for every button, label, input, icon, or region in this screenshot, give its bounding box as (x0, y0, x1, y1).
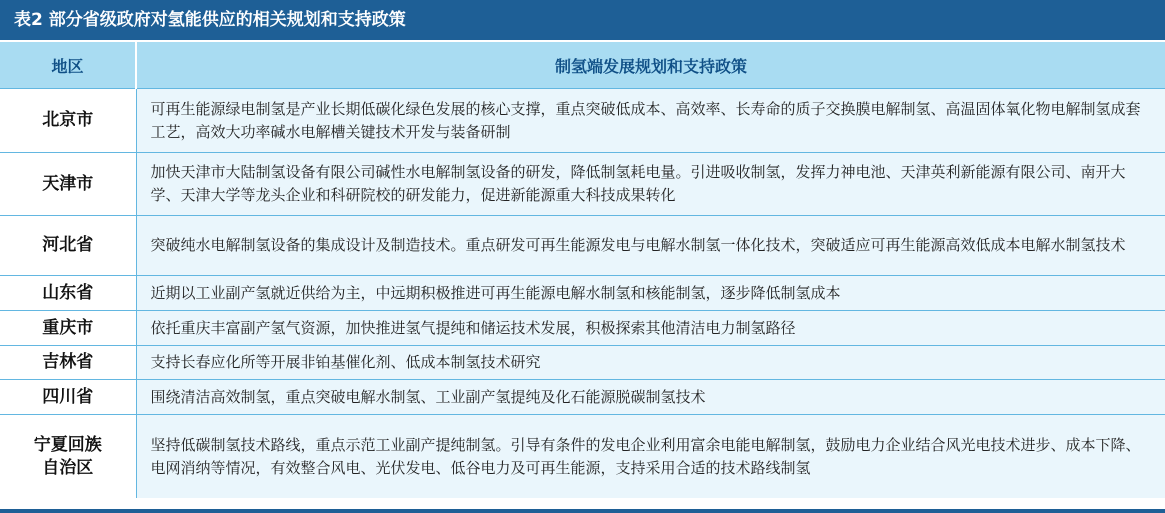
header-row (0, 41, 1165, 89)
region-cell (0, 415, 136, 499)
region-cell: 重庆市 (0, 311, 136, 346)
table-row (0, 346, 1165, 380)
table-row (0, 216, 1165, 276)
table-row (0, 311, 1165, 346)
region-line: 宁夏回族 (33, 434, 102, 455)
region-cell: 天津市 (0, 153, 136, 216)
region-cell: 北京市 (0, 89, 136, 153)
policy-cell: 近期以工业副产氢就近供给为主，中远期积极推进可再生能源电解水制氢和核能制氢，逐步降低制氢成本 (136, 276, 1165, 311)
region-cell: 吉林省 (0, 346, 136, 380)
region-line: 自治区 (42, 457, 94, 478)
region-cell: 山东省 (0, 276, 136, 311)
table-row (0, 89, 1165, 153)
policy-cell: 支持长春应化所等开展非铂基催化剂、低成本制氢技术研究 (136, 346, 1165, 380)
header-region: 地区 (0, 41, 136, 89)
policy-cell: 突破纯水电解制氢设备的集成设计及制造技术。重点研发可再生能源发电与电解水制氢一体化技术，突破适应可再生能源高效低成本电解水制氢技术 (136, 216, 1165, 276)
policy-cell: 围绕清洁高效制氢，重点突破电解水制氢、工业副产氢提纯及化石能源脱碳制氢技术 (136, 380, 1165, 415)
policy-cell: 加快天津市大陆制氢设备有限公司碱性水电解制氢设备的研发，降低制氢耗电量。引进吸收制氢，发挥力神电池、天津英利新能源有限公司、南开大学、天津大学等龙头企业和科研院校的研发能力，促进新能源重大科技成果转化 (136, 153, 1165, 216)
region-cell: 河北省 (0, 216, 136, 276)
policy-table (0, 40, 1165, 498)
table-row (0, 276, 1165, 311)
policy-cell: 可再生能源绿电制氢是产业长期低碳化绿色发展的核心支撑，重点突破低成本、高效率、长寿命的质子交换膜电解制氢、高温固体氧化物电解制氢成套工艺，高效大功率碱水电解槽关键技术开发与装备研制 (136, 89, 1165, 153)
table-row (0, 153, 1165, 216)
table-title: 表2 部分省级政府对氢能供应的相关规划和支持政策 (0, 0, 1165, 40)
table-row (0, 380, 1165, 415)
header-policy: 制氢端发展规划和支持政策 (136, 41, 1165, 89)
policy-cell: 依托重庆丰富副产氢气资源，加快推进氢气提纯和储运技术发展，积极探索其他清洁电力制氢路径 (136, 311, 1165, 346)
table-row (0, 415, 1165, 499)
region-cell: 四川省 (0, 380, 136, 415)
policy-cell: 坚持低碳制氢技术路线，重点示范工业副产提纯制氢。引导有条件的发电企业利用富余电能电解制氢，鼓励电力企业结合风光电技术进步、成本下降、电网消纳等情况，有效整合风电、光伏发电、低谷电力及可再生能源，支持采用合适的技术路线制氢 (136, 415, 1165, 499)
